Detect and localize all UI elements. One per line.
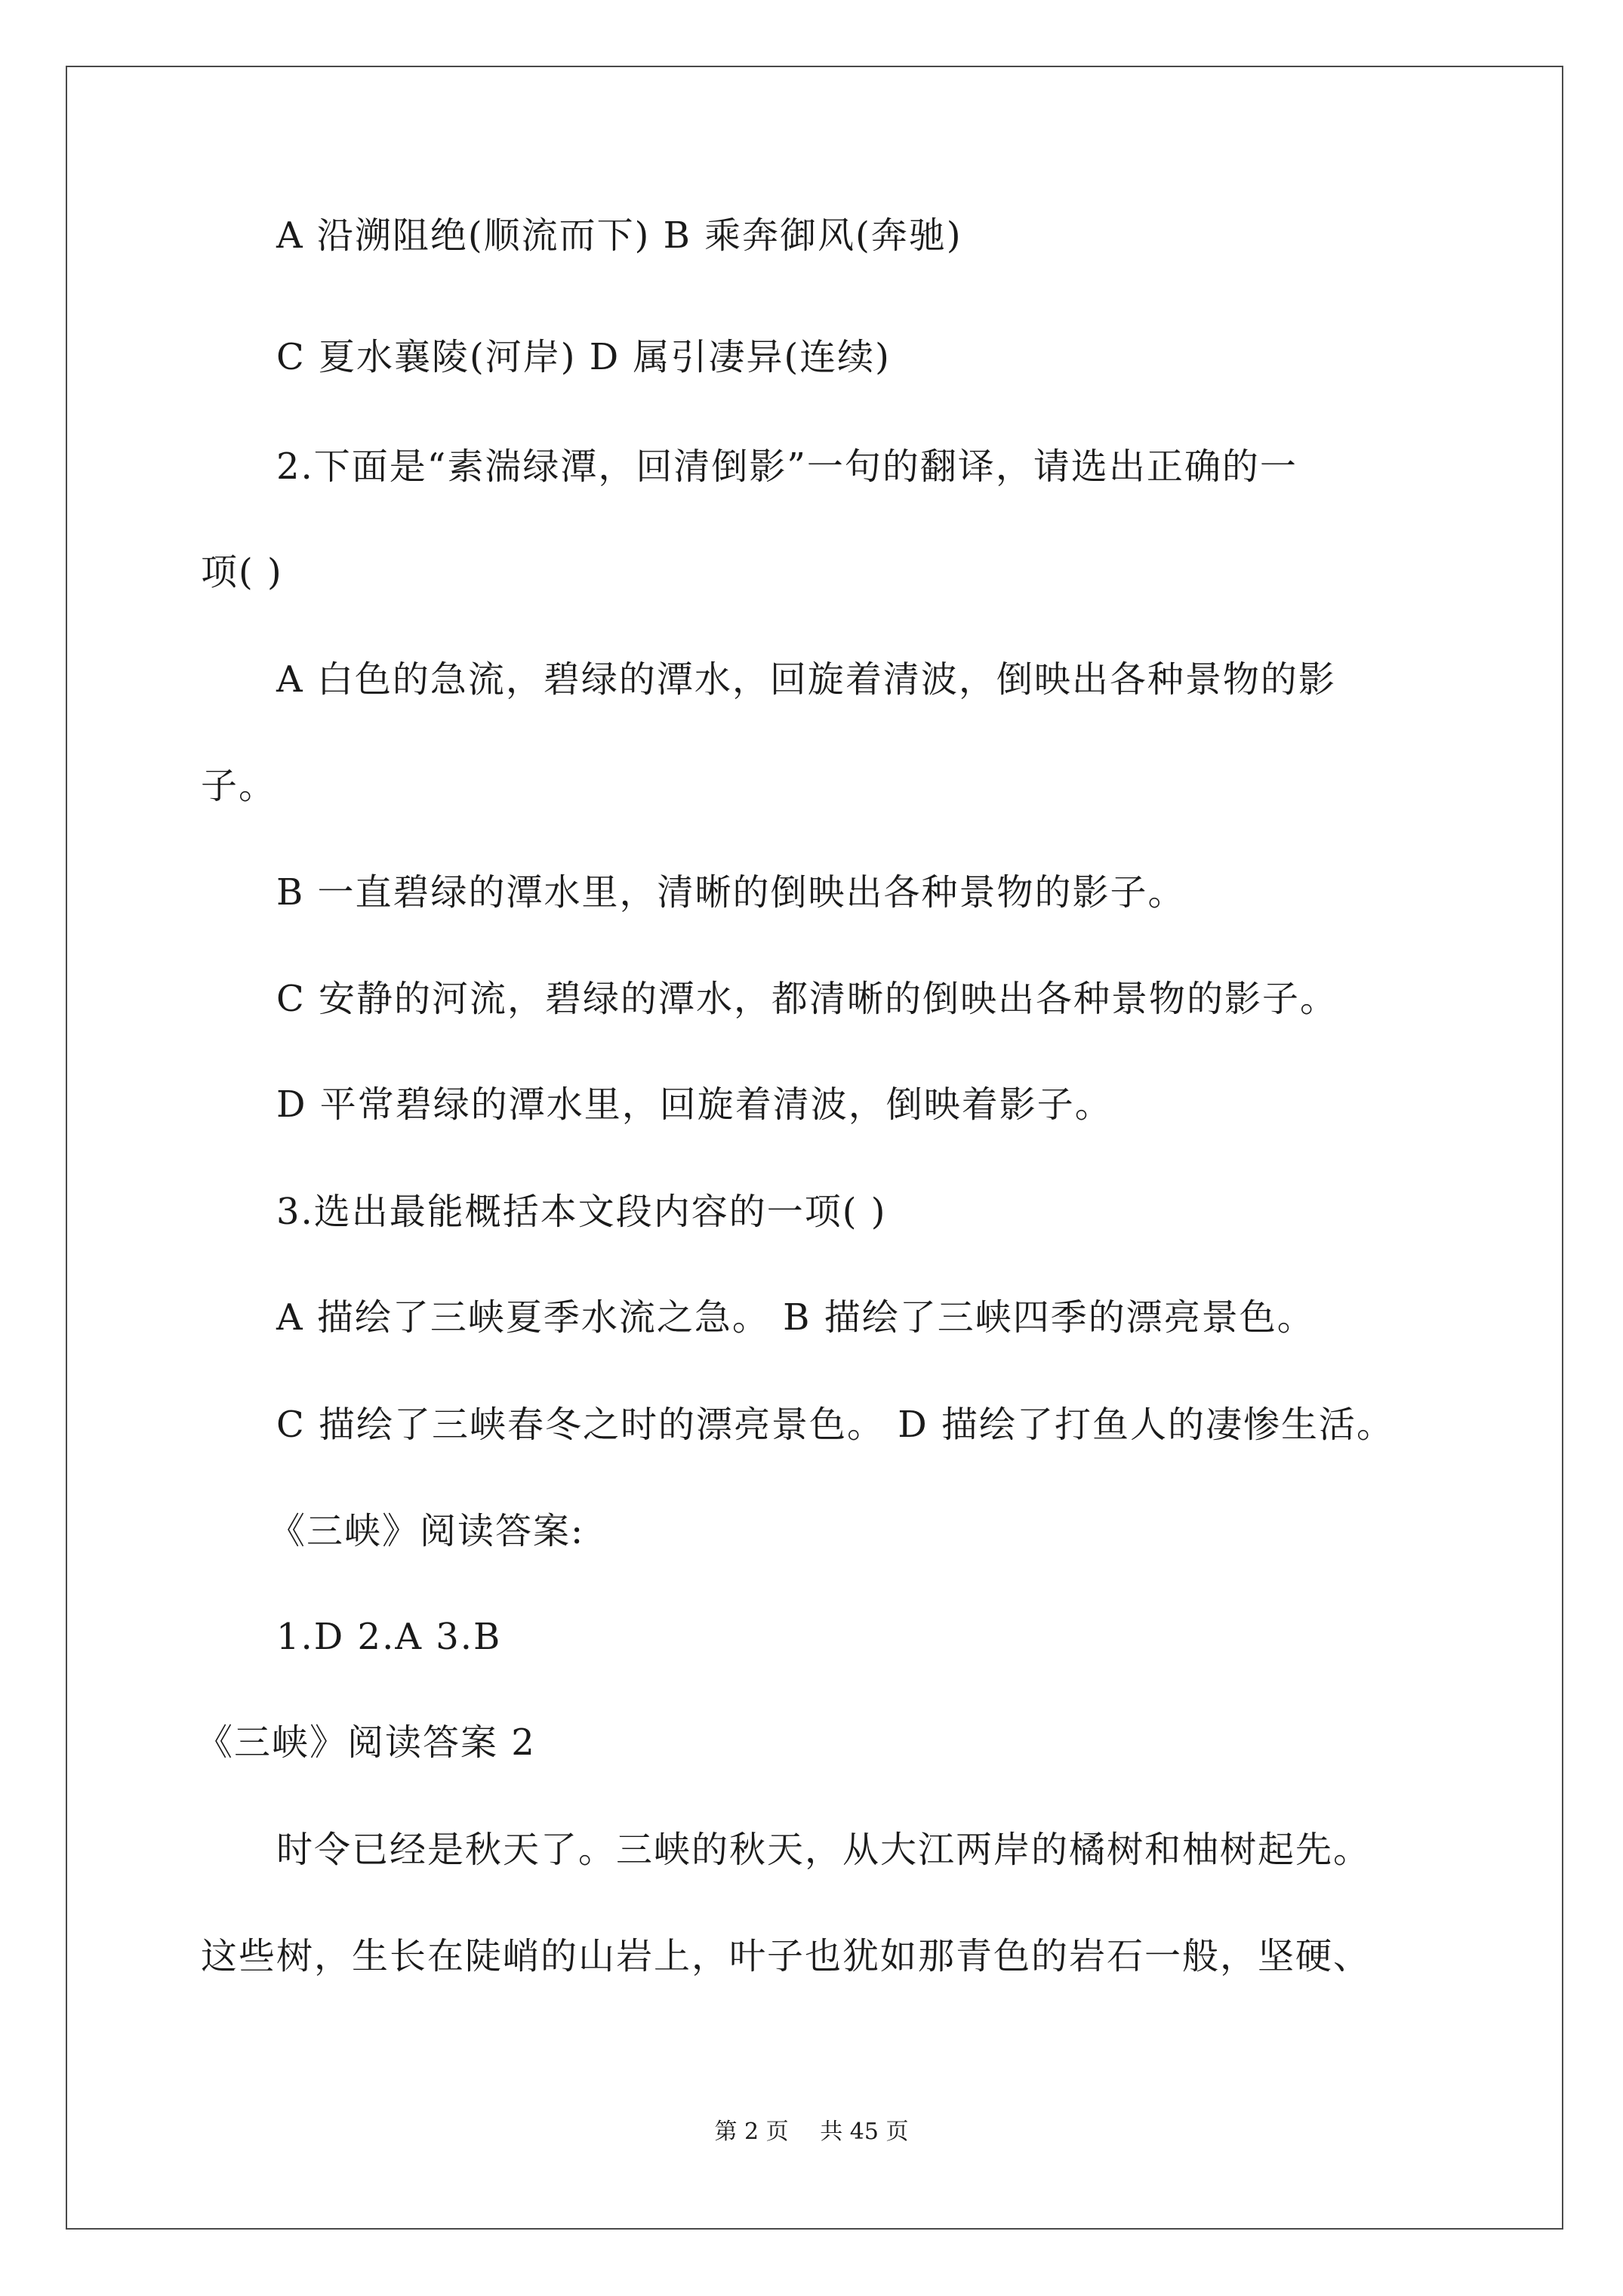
- question-3: 3.选出最能概括本文段内容的一项( ): [276, 1191, 887, 1233]
- question-2-option-a-line-1: A 白色的急流，碧绿的潭水，回旋着清波，倒映出各种景物的影: [276, 658, 1336, 701]
- answers-heading: 《三峡》阅读答案:: [269, 1510, 585, 1552]
- option-line-c-d: C 夏水襄陵(河岸) D 属引凄异(连续): [276, 336, 891, 378]
- page-number: 第 2 页: [714, 2119, 789, 2145]
- question-2-line-2: 项( ): [201, 551, 283, 593]
- option-line-a-b: A 沿溯阻绝(顺流而下) B 乘奔御风(奔驰): [276, 214, 962, 257]
- question-2-line-1: 2.下面是“素湍绿潭，回清倒影”一句的翻译，请选出正确的一: [276, 445, 1298, 488]
- page-footer: [0, 2119, 1623, 2146]
- question-2-option-c: C 安静的河流，碧绿的潭水，都清晰的倒映出各种景物的影子。: [276, 978, 1338, 1020]
- answers-values: 1.D 2.A 3.B: [276, 1616, 502, 1658]
- question-2-option-b: B 一直碧绿的潭水里，清晰的倒映出各种景物的影子。: [276, 871, 1186, 914]
- body-paragraph-line-2: 这些树，生长在陡峭的山岩上，叶子也犹如那青色的岩石一般，坚硬、: [201, 1935, 1372, 1977]
- question-3-options-a-b: A 描绘了三峡夏季水流之急。 B 描绘了三峡四季的漂亮景色。: [276, 1296, 1315, 1339]
- question-3-options-c-d: C 描绘了三峡春冬之时的漂亮景色。 D 描绘了打鱼人的凄惨生活。: [276, 1404, 1394, 1446]
- page-border: [66, 66, 1563, 2230]
- question-2-option-d: D 平常碧绿的潭水里，回旋着清波，倒映着影子。: [276, 1083, 1113, 1126]
- question-2-option-a-line-2: 子。: [201, 765, 277, 807]
- page-total: 共 45 页: [820, 2119, 909, 2145]
- section-title: 《三峡》阅读答案 2: [196, 1721, 536, 1764]
- body-paragraph-line-1: 时令已经是秋天了。三峡的秋天，从大江两岸的橘树和柚树起先。: [276, 1829, 1372, 1871]
